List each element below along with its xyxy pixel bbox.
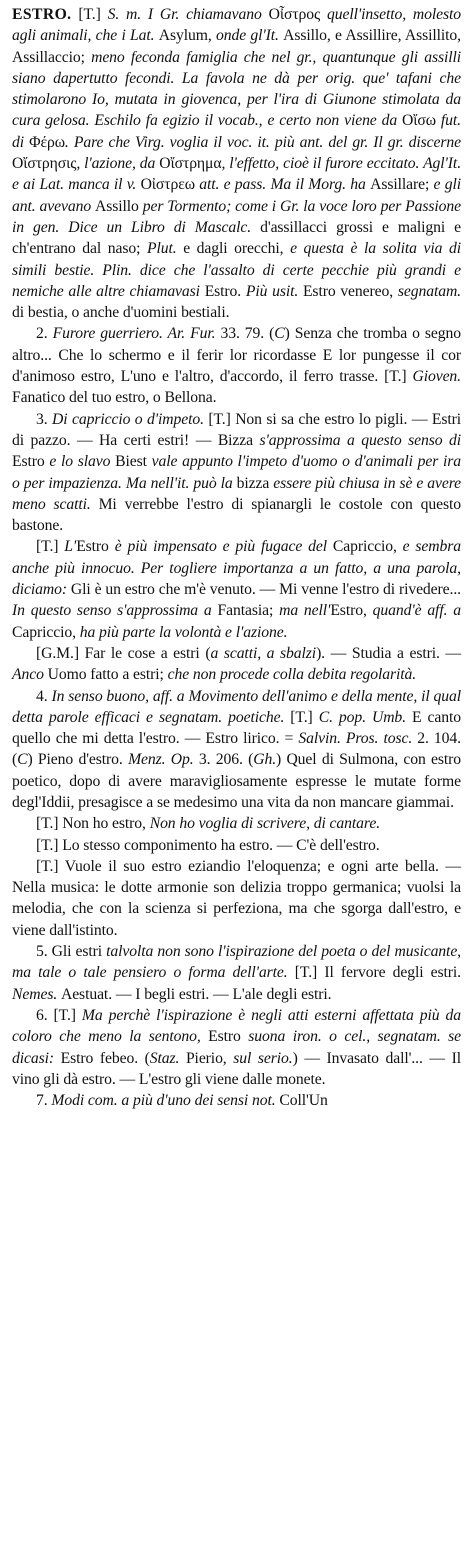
italic-gloss: ha più parte la volontà e l'azione. — [79, 623, 288, 641]
entry-sense-8 — [12, 856, 461, 941]
italic-gloss: a scatti, a sbalzi — [210, 644, 317, 662]
roman-text: Οἴστρησις — [12, 155, 77, 173]
roman-text: [T.] Il fervore degli estri. — [294, 964, 461, 982]
italic-gloss: s'approssima a questo senso di — [259, 431, 461, 449]
italic-gloss: e questa è la solita via di simili bestie. Plin. dice che l'assalto di certe pecchie più grandi e nemiche alle altre chiamavasi — [12, 240, 462, 300]
roman-text: Fanatico del tuo estro, o Bellona. — [12, 389, 217, 407]
roman-text: Mi verrebbe l'estro di spianargli le costole con questo bastone. — [12, 495, 462, 535]
roman-text: ) Quel di Sulmona, con estro poetico, dopo di avere maravigliosamente espresse le mutate forme degl'Iddii, presagisce a se medesimo una vita da non mancare giammai. — [12, 751, 462, 811]
italic-gloss: e sembra anche più innocuo. Per togliere importanza a un fatto, a una parola, diciamo: — [12, 538, 462, 599]
italic-gloss: che non procede colla debita regolarità. — [167, 666, 417, 684]
entry-sense-3 — [12, 536, 461, 642]
roman-text: Pierio, — [185, 1049, 234, 1067]
italic-gloss: ma nell' — [279, 602, 331, 620]
roman-text: [G.M.] Far le cose a estri ( — [36, 644, 211, 662]
italic-gloss: meno feconda famiglia che nel gr., quantunque gli assilli siano dapertutto fecondi. La favola ne dà per orig. que' tafani che stimolarono Io, mutata in giovenca, per l'ira di Giunone stimolata da cura gelosa. Eschilo fa egizio il vocab., e certo non viene da — [12, 48, 462, 130]
italic-gloss: segnatam. — [397, 282, 461, 300]
roman-text: [T.] — [71, 6, 108, 23]
italic-gloss: Ma perchè l'ispirazione è negli atti esterni affettata più da coloro che meno la sentono, — [12, 1006, 461, 1046]
roman-text: Capriccio, — [12, 623, 80, 641]
italic-gloss: In senso buono, aff. a — [51, 687, 189, 705]
italic-gloss: C — [274, 325, 285, 343]
italic-gloss: Più usit. — [245, 282, 303, 300]
roman-text: Estro — [12, 453, 50, 471]
italic-gloss: sul serio. — [233, 1049, 293, 1067]
entry-sense-10 — [12, 1005, 461, 1090]
italic-gloss: Menz. Op. — [128, 751, 199, 769]
italic-gloss: , l'azione, da — [76, 155, 160, 173]
roman-text: ) Pieno d'estro. — [27, 751, 129, 769]
roman-text: Οἴσω — [402, 112, 436, 130]
roman-text: Coll'Un — [279, 1092, 328, 1110]
entry-sense-1 — [12, 323, 461, 408]
entry-sense-2 — [12, 409, 461, 537]
headword: ESTRO. — [12, 6, 72, 23]
entry-sense-6 — [12, 813, 461, 834]
roman-text: Φέρω — [29, 133, 65, 151]
roman-text: Οἴστρημα — [159, 155, 222, 173]
roman-text: Assillare; — [370, 176, 434, 194]
roman-text: Assillo — [95, 197, 143, 215]
italic-gloss: e gli ant. avevano — [12, 176, 461, 215]
roman-text: [T.] Non si sa che estro lo pigli. — Estri di pazzo. — Ha certi estri! — Bizza — [12, 410, 461, 449]
entry-sense-11 — [12, 1090, 461, 1111]
roman-text: d'assillacci grossi e maligni e ch'entrano dal naso; — [12, 218, 461, 258]
italic-gloss: e lo slavo — [49, 453, 116, 471]
roman-text: 7. — [36, 1092, 52, 1110]
roman-text: Estro venereo, — [302, 282, 398, 300]
italic-gloss: Staz. — [149, 1049, 186, 1067]
roman-text: Gli è un estro che m'è venuto. — Mi venne l'estro di rivedere... — [70, 581, 461, 599]
italic-gloss: , l'effetto, cioè il furore eccitato. Agl'It. e ai Lat. manca il v. — [12, 155, 462, 194]
italic-gloss: Gh. — [253, 751, 277, 769]
roman-text: 33. 79. ( — [220, 325, 275, 343]
italic-gloss: Nemes. — [12, 985, 61, 1003]
roman-text: Uomo fatto a estri; — [47, 666, 168, 684]
italic-gloss: talvolta non sono l'ispirazione del poeta o del musicante, ma tale o tale pensiero o forma dell'arte. — [12, 943, 461, 982]
roman-text: 5. Gli estri — [36, 943, 107, 961]
roman-text: 6. [T.] — [36, 1006, 82, 1024]
roman-text: [T.] Non ho estro, — [36, 815, 150, 833]
italic-gloss: Salvin. Pros. tosc. — [298, 730, 418, 748]
roman-text: bizza — [236, 474, 274, 492]
roman-text: Οἰστρεω — [140, 176, 195, 194]
roman-text: e dagli orecchi, — [183, 240, 291, 258]
italic-gloss: è più impensato e più fugace del — [114, 538, 333, 556]
italic-gloss: essere più chiusa in sè e avere meno scatti. — [12, 474, 461, 513]
roman-text: Capriccio, — [332, 538, 403, 556]
italic-gloss: per Tormento; come i Gr. la voce loro per Passione in gen. Dice un Libro di Mascalc. — [12, 197, 461, 236]
roman-text: Biest — [115, 453, 152, 471]
italic-gloss: Anco — [12, 666, 48, 684]
italic-gloss: quand'è aff. a — [372, 602, 461, 620]
italic-gloss: att. e pass. Ma il Morg. ha — [194, 176, 371, 194]
italic-gloss: C — [17, 751, 28, 769]
roman-text: Estro — [76, 538, 115, 556]
roman-text: Οἶστρος — [268, 6, 321, 23]
italic-gloss: vale appunto l'impeto d'uomo o d'animali per ira o per impazienza. Ma nell'it. può la — [12, 453, 461, 492]
roman-text: [T.] — [36, 538, 65, 556]
roman-text: E canto quello che mi detta l'estro. — Estro lirico. = — [12, 708, 461, 748]
italic-gloss: S. m. I Gr. chiamavano — [107, 6, 269, 23]
roman-text: [T.] Lo stesso componimento ha estro. — C'è dell'estro. — [36, 836, 380, 854]
roman-text: [T.] — [290, 708, 319, 726]
roman-text: ) Senza che tromba o segno altro... Che lo schermo e il ferir lor ricordasse E lor pungesse il cor d'animoso estro, L'uno e l'altro, d'accordo, il ferro trasse. [T.] — [12, 325, 461, 386]
roman-text: Estro, — [330, 602, 373, 620]
italic-gloss: Furore guerriero. Ar. Fur. — [52, 325, 221, 343]
italic-gloss: fut. di — [12, 112, 462, 151]
roman-text: Estro febeo. ( — [60, 1049, 150, 1067]
roman-text: 4. — [36, 687, 52, 705]
italic-gloss: Modi com. a più d'uno dei sensi not. — [51, 1092, 280, 1110]
italic-gloss: L' — [64, 538, 77, 556]
roman-text: Aestuat. — I begli estri. — L'ale degli estri. — [60, 985, 332, 1003]
italic-gloss: Movimento dell'animo e della mente, — [188, 687, 422, 705]
italic-gloss: Non ho voglia di scrivere, di cantare. — [149, 815, 381, 833]
roman-text: Estro. — [204, 282, 246, 300]
roman-text: Asylum, — [158, 27, 216, 45]
italic-gloss: C. pop. Umb. — [318, 708, 413, 726]
italic-gloss: . Pare che Virg. voglia il voc. it. più ant. del gr. Il gr. discerne — [64, 133, 461, 151]
italic-gloss: Plut. — [147, 240, 184, 258]
roman-text: di bestia, o anche d'uomini bestiali. — [12, 304, 230, 322]
roman-text: 3. 206. ( — [198, 751, 254, 769]
italic-gloss: In questo senso s'approssima a — [12, 602, 218, 620]
roman-text: Assillo, e Assillire, Assillito, Assillaccio; — [12, 27, 461, 66]
roman-text: ). — Studia a estri. — — [316, 644, 462, 662]
italic-gloss: quell'insetto, molesto agli animali, che i Lat. — [12, 6, 461, 45]
italic-gloss: il qual detta parole efficaci e segnatam. poetiche. — [12, 687, 461, 726]
entry-sense-4 — [12, 643, 461, 686]
roman-text: ) — Invasato dall'... — Il vino gli dà estro. — L'estro gli viene dalle monete. — [12, 1049, 461, 1088]
roman-text: 2. 104. ( — [12, 730, 461, 769]
roman-text: Fantasia; — [217, 602, 280, 620]
entry-definition-main — [12, 4, 461, 323]
roman-text: 3. — [36, 410, 53, 428]
roman-text: [T.] Vuole il suo estro eziandio l'eloquenza; e ogni arte bella. — Nella musica: le dotte armonie son delizia troppo germanica; vuolsi la melodia, che con la scienza si perfeziona, ma che sgorga dall'estro, e viene dall'istinto. — [12, 857, 461, 939]
entry-sense-5 — [12, 686, 461, 814]
italic-gloss: Di capriccio o d'impeto. — [52, 410, 209, 428]
italic-gloss: onde gl'It. — [216, 27, 284, 45]
entry-sense-7 — [12, 835, 461, 856]
italic-gloss: Gioven. — [412, 368, 461, 386]
roman-text: Estro — [208, 1028, 249, 1046]
italic-gloss: suona iron. o cel., segnatam. se dicasi: — [12, 1028, 461, 1067]
roman-text: 2. — [36, 325, 53, 343]
entry-sense-9 — [12, 941, 461, 1005]
